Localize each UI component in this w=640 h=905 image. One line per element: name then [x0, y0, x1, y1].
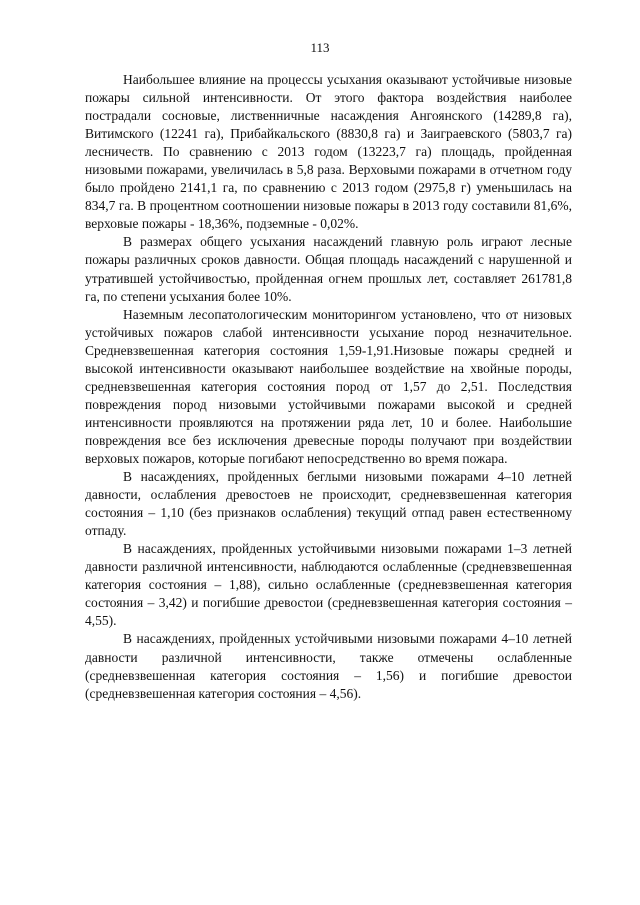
paragraph-ground-monitoring: Наземным лесопатологическим мониторингом установлено, что от низовых устойчивых пожаров слабой интенсивности усыхание пород незначительное. Средневзвешенная категория состояния 1,59-1,91.Низовые пожары средней и высокой интенсивности оказывают наибольшее воздействие на хвойные породы, средневзвешенная категория состояния пород от 1,57 до 2,51. Последствия повреждения пород низовыми устойчивыми пожарами высокой и средней интенсивности проявляются на протяжении ряда лет, 10 и более. Наибольшие повреждения все без исключения древесные породы получают при воздействии верховых пожаров, которые погибают непосредственно во время пожара.: [85, 306, 572, 466]
page-number: 113: [310, 40, 330, 55]
paragraph-runaway-fires: В насаждениях, пройденных беглыми низовыми пожарами 4–10 летней давности, ослабления древостоев не происходит, средневзвешенная категория состояния – 1,10 (без признаков ослабления) текущий отпад равен естественному отпаду.: [85, 469, 572, 539]
paragraph-stable-fires-4-10-years: В насаждениях, пройденных устойчивыми низовыми пожарами 4–10 летней давности различной интенсивности, также отмечены ослабленные (средневзвешенная категория состояния – 1,56) и погибшие древостои (средневзвешенная категория состояния – 4,56).: [85, 631, 572, 701]
paragraph-stable-fires-1-3-years: В насаждениях, пройденных устойчивыми низовыми пожарами 1–3 летней давности различной интенсивности, наблюдаются ослабленные (средневзвешенная категория состояния – 1,88), сильно ослабленные (средневзвешенная категория состояния – 3,42) и погибшие древостои (средневзвешенная категория состояния – 4,55).: [85, 541, 572, 629]
paragraph-total-dieback: В размерах общего усыхания насаждений главную роль играют лесные пожары различных сроков давности. Общая площадь насаждений с нарушенной и утратившей устойчивостью, пройденная огнем прошлых лет, составляет 261781,8 га, по степени усыхания более 10%.: [85, 234, 572, 304]
body-text: [85, 71, 572, 703]
paragraph-crown-ground-fires: Наибольшее влияние на процессы усыхания оказывают устойчивые низовые пожары сильной интенсивности. От этого фактора воздействия наиболее пострадали сосновые, лиственничные насаждения Ангоянского (14289,8 га), Витимского (12241 га), Прибайкальского (8830,8 га) и Заиграевского (5803,7 га) лесничеств. По сравнению с 2013 годом (13223,7 га) площадь, пройденная низовыми пожарами, увеличилась в 5,8 раза. Верховыми пожарами в отчетном году было пройдено 2141,1 га, по сравнению с 2013 годом (2975,8 г) уменьшилась на 834,7 га. В процентном соотношении низовые пожары в 2013 году составили 81,6%, верховые пожары - 18,36%, подземные - 0,02%.: [85, 72, 572, 232]
